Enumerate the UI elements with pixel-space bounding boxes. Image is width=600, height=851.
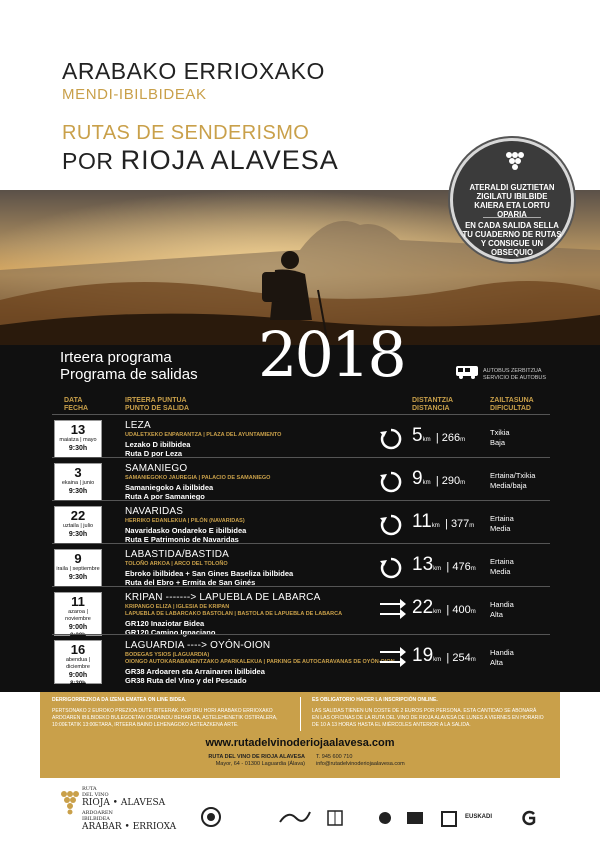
- difficulty-spanish: Alta: [490, 610, 503, 619]
- distance-km-unit: km: [433, 609, 442, 615]
- route-name-spanish: GR38 Ruta del Vino y del Pescado: [125, 676, 247, 685]
- route-meeting-point: BODEGAS YSIOS (LAGUARDIA): [125, 652, 210, 658]
- row-divider: [52, 634, 550, 635]
- route-difficulty: [490, 428, 510, 448]
- route-name-basque: GR38 Ardoaren eta Arrainaren ibilbidea: [125, 667, 265, 676]
- grape-logo-icon: [60, 788, 80, 822]
- date-time: 9:30h: [68, 445, 88, 452]
- date-time-bus: 8:30h: [70, 681, 86, 687]
- distance-km: 19: [412, 645, 434, 666]
- date-day: 3: [74, 465, 82, 480]
- program-label-spanish: Programa de salidas: [60, 366, 198, 383]
- col-date-eu: DATA: [64, 397, 83, 404]
- date-day: 9: [74, 551, 82, 566]
- info-left-text: PERTSONAKO 2 EUROKO PREZIOA DUTE IRTEERAK. KOPURU HORI ARABAKO ERRIOXAKO ARDOAREN IBILBIDEKO BULEGOETAN ORDAINDU BEHAR DA, ASTELEHENETIK OSTIRALERA, 10:00ETATIK 13:00ETARA, IRTEERA BAINO LEHENAGOKO ASTEAZKENA ARTE.: [52, 708, 278, 728]
- sponsor-logo-7-icon: [520, 808, 538, 828]
- bus-label: [483, 368, 546, 382]
- route-place: LABASTIDA/BASTIDA: [125, 549, 229, 560]
- route-difficulty: [490, 514, 514, 534]
- org-phone: T. 945 600 710: [316, 754, 353, 760]
- col-distance-es: DISTANCIA: [412, 405, 450, 412]
- title-por: POR: [62, 148, 121, 174]
- program-label-basque: Irteera programa: [60, 349, 172, 366]
- route-type: [378, 512, 404, 543]
- date-month: uztaila | julio: [62, 523, 94, 529]
- elevation-m: 290: [441, 475, 461, 487]
- route-name-spanish: Ruta D por Leza: [125, 449, 183, 458]
- elevation-m: 254: [452, 652, 471, 664]
- date-month: azaroa | noviembre: [65, 609, 91, 622]
- title-basque: ARABAKO ERRIOXAKO: [62, 58, 325, 84]
- route-place: SAMANIEGO: [125, 463, 188, 474]
- distance-km: 13: [412, 554, 434, 575]
- col-difficulty: [490, 397, 534, 413]
- row-divider: [52, 543, 550, 544]
- date-box: [54, 420, 102, 458]
- col-date: [64, 397, 88, 413]
- distance-km-unit: km: [431, 523, 440, 529]
- date-month: iraila | septiembre: [56, 566, 100, 572]
- elevation-m: 400: [452, 604, 471, 616]
- info-divider: [300, 697, 301, 731]
- route-type: [378, 426, 404, 457]
- distance-km-unit: km: [422, 480, 431, 486]
- col-start-eu: IRTEERA PUNTUA: [125, 397, 187, 404]
- elevation-unit: m: [469, 523, 475, 529]
- route-place: LEZA: [125, 420, 151, 431]
- title-rioja: RIOJA ALAVESA: [120, 145, 339, 175]
- elevation-unit: m: [460, 437, 466, 443]
- difficulty-basque: Ertaina: [490, 514, 514, 523]
- sponsor-logo-6-icon: [440, 810, 458, 828]
- date-time: 9:30h: [68, 488, 88, 495]
- loop-route-icon: [378, 512, 404, 538]
- date-box: [54, 640, 102, 687]
- elevation-m: 377: [450, 518, 470, 530]
- distance-km: 9: [412, 468, 423, 489]
- row-divider: [52, 500, 550, 501]
- website-link[interactable]: www.rutadelvinoderiojaalavesa.com: [205, 737, 395, 749]
- elevation-m: 476: [452, 561, 471, 573]
- route-meeting-point: SAMANIEGOKO JAUREGIA | PALACIO DE SAMANIEGO: [125, 475, 271, 481]
- route-distance: 22km | 400m: [412, 597, 476, 618]
- year: 2018: [258, 318, 404, 391]
- sponsor-logo-1-icon: [200, 806, 222, 828]
- route-distance: 19km | 254m: [412, 645, 476, 666]
- logo-arabar: ARABAR • ERRIOXA: [82, 822, 177, 832]
- route-difficulty: [490, 648, 514, 668]
- col-start-es: PUNTO DE SALIDA: [125, 405, 190, 412]
- logo-l5: IBILBIDEA: [82, 816, 110, 822]
- route-name-basque: Ebroko ibilbidea + San Gines Baseliza ibilbidea: [125, 569, 294, 578]
- info-panel: [40, 692, 560, 778]
- route-meeting-point: TOLOÑO ARKOA | ARCO DEL TOLOÑO: [125, 561, 228, 567]
- info-left-title: DERRIGORREZKOA DA IZENA EMATEA ON LINE BIDEA.: [52, 697, 187, 703]
- date-time: 9:00h: [68, 624, 88, 631]
- date-box: [54, 506, 102, 544]
- date-month: maiatza | mayo: [59, 437, 97, 443]
- difficulty-basque: Txikia: [490, 428, 510, 437]
- route-difficulty: [490, 557, 514, 577]
- grape-icon: [503, 147, 527, 177]
- route-name-spanish: Ruta A por Samaniego: [125, 492, 205, 501]
- sponsor-logo-5-icon: [405, 810, 425, 826]
- badge-text-spanish: EN CADA SALIDA SELLA TU CUADERNO DE RUTAS Y CONSIGUE UN OBSEQUIO: [462, 221, 562, 257]
- distance-km-unit: km: [433, 657, 442, 663]
- org-contact: [316, 754, 405, 768]
- org-email[interactable]: info@rutadelvinoderiojaalavesa.com: [316, 761, 405, 767]
- route-distance: 11km | 377m: [412, 511, 475, 532]
- route-type: [378, 646, 408, 673]
- date-day: 13: [70, 422, 86, 437]
- difficulty-spanish: Baja: [490, 438, 506, 447]
- bus-icon: [455, 365, 479, 379]
- route-type: [378, 469, 404, 500]
- route-difficulty: [490, 600, 514, 620]
- logo-ruta: [82, 786, 109, 798]
- date-time-bus: 8:30h: [70, 633, 86, 639]
- logo-ardoaren: [82, 810, 113, 822]
- route-name-spanish: Ruta del Ebro + Ermita de San Ginés: [125, 578, 256, 587]
- row-divider: [52, 457, 550, 458]
- route-meeting-point-2: LAPUEBLA DE LABARCAKO BASTOLAN | BASTOLA DE LAPUEBLA DE LABARCA: [125, 611, 343, 617]
- difficulty-spanish: Alta: [490, 658, 503, 667]
- logo-l2: DEL VINO: [82, 792, 109, 798]
- euskadi-logo: EUSKADI: [465, 814, 493, 820]
- loop-route-icon: [378, 469, 404, 495]
- sponsor-logo-3-icon: [325, 808, 345, 828]
- col-start: [125, 397, 189, 413]
- date-time: 9:30h: [68, 574, 88, 581]
- stamp-badge: [450, 138, 574, 262]
- distance-km-unit: km: [422, 437, 431, 443]
- route-name-basque: GR120 Inaziotar Bidea: [125, 619, 205, 628]
- logo-l1: RUTA: [82, 786, 97, 792]
- footer: [0, 778, 600, 851]
- org-street: Mayor, 64 - 01300 Laguardia (Álava): [215, 761, 305, 767]
- route-distance: 13km | 476m: [412, 554, 476, 575]
- org-address: [185, 754, 305, 768]
- route-meeting-point: UDALETXEKO ENPARANTZA | PLAZA DEL AYUNTAMIENTO: [125, 432, 282, 438]
- date-day: 22: [70, 508, 86, 523]
- date-box: [54, 549, 102, 587]
- difficulty-basque: Ertaina: [490, 557, 514, 566]
- difficulty-spanish: Media/baja: [490, 481, 527, 490]
- title-spanish-1: RUTAS DE SENDERISMO: [62, 122, 310, 144]
- route-type: [378, 598, 408, 625]
- elevation-unit: m: [460, 480, 466, 486]
- difficulty-spanish: Media: [490, 567, 511, 576]
- route-distance: 9km | 290m: [412, 468, 466, 489]
- loop-route-icon: [378, 426, 404, 452]
- distance-km-unit: km: [433, 566, 442, 572]
- route-difficulty: [490, 471, 535, 491]
- elevation-m: 266: [441, 432, 461, 444]
- date-day: 11: [71, 594, 85, 609]
- date-month: ekaina | junio: [61, 480, 95, 486]
- loop-route-icon: [378, 555, 404, 581]
- date-time: 9:30h: [68, 531, 88, 538]
- col-difficulty-es: DIFICULTAD: [490, 405, 531, 412]
- subtitle-basque: MENDI-IBILBIDEAK: [62, 86, 207, 103]
- route-meeting-point: KRIPANGO ELIZA | IGLESIA DE KRIPAN: [125, 604, 230, 610]
- route-name-basque: Lezako D ibilbidea: [125, 440, 191, 449]
- distance-km: 22: [412, 597, 434, 618]
- linear-route-icon: [378, 646, 408, 668]
- route-place: NAVARIDAS: [125, 506, 184, 517]
- difficulty-spanish: Media: [490, 524, 511, 533]
- route-meeting-point-2: OIONGO AUTOKARABANENTZAKO APARKALEKUA | PARKING DE AUTOCARAVANAS DE OYÓN-OION: [125, 659, 395, 665]
- sponsor-logo-2-icon: [278, 808, 312, 826]
- difficulty-basque: Handia: [490, 600, 514, 609]
- date-month: abendua | diciembre: [65, 657, 91, 670]
- difficulty-basque: Handia: [490, 648, 514, 657]
- route-name-spanish: Ruta E Patrimonio de Navaridas: [125, 535, 239, 544]
- col-difficulty-eu: ZAILTASUNA: [490, 397, 534, 404]
- col-date-es: FECHA: [64, 405, 89, 412]
- distance-km: 5: [412, 425, 423, 446]
- distance-km: 11: [412, 511, 432, 532]
- row-divider: [52, 586, 550, 587]
- logo-rioja: RIOJA • ALAVESA: [82, 798, 166, 808]
- date-time: 9:00h: [68, 672, 88, 679]
- col-distance: [412, 397, 453, 413]
- route-name-spanish: GR120 Camino Ignaciano: [125, 628, 216, 637]
- row-divider: [52, 414, 550, 415]
- elevation-unit: m: [470, 657, 476, 663]
- route-distance: 5km | 266m: [412, 425, 466, 446]
- bus-label-spanish: SERVICIO DE AUTOBUS: [483, 375, 547, 381]
- route-name-basque: Samaniegoko A ibilbidea: [125, 483, 214, 492]
- linear-route-icon: [378, 598, 408, 620]
- info-right-text: LAS SALIDAS TIENEN UN COSTE DE 2 EUROS POR PERSONA. ESTA CANTIDAD SE ABONARÁ EN LAS OFICINAS DE LA RUTA DEL VINO DE RIOJA ALAVESA DE LUNES A VIERNES EN HORARIO DE 10 A 13 HORAS HASTA EL MIÉRCOLES ANTERIOR A LA SALIDA.: [312, 708, 544, 728]
- route-place: LAGUARDIA ----> OYÓN-OION: [125, 640, 271, 651]
- org-name: RUTA DEL VINO DE RIOJA ALAVESA: [208, 754, 305, 760]
- info-right-title: ES OBLIGATORIO HACER LA INSCRIPCIÓN ONLINE.: [312, 697, 438, 703]
- elevation-unit: m: [470, 566, 476, 572]
- route-place: KRIPAN -------> LAPUEBLA DE LABARCA: [125, 592, 321, 603]
- logo-l4: ARDOAREN: [82, 810, 113, 816]
- bus-label-basque: AUTOBUS ZERBITZUA: [483, 368, 542, 374]
- date-box: [54, 592, 102, 639]
- date-box: [54, 463, 102, 501]
- route-meeting-point: HERRIKO EDANLEKUA | PILÓN (NAVARIDAS): [125, 518, 245, 524]
- difficulty-basque: Ertaina/Txikia: [490, 471, 536, 480]
- badge-divider: [483, 217, 541, 218]
- col-distance-eu: DISTANTZIA: [412, 397, 454, 404]
- title-spanish-2: [62, 145, 339, 176]
- sponsor-logo-4-icon: [375, 810, 395, 826]
- elevation-unit: m: [470, 609, 476, 615]
- badge-text-basque: ATERALDI GUZTIETAN ZIGILATU IBILBIDE KAIERA ETA LORTU OPARIA: [469, 183, 555, 219]
- route-type: [378, 555, 404, 586]
- date-day: 16: [70, 642, 86, 657]
- route-name-basque: Navaridasko Ondareko E ibilbidea: [125, 526, 247, 535]
